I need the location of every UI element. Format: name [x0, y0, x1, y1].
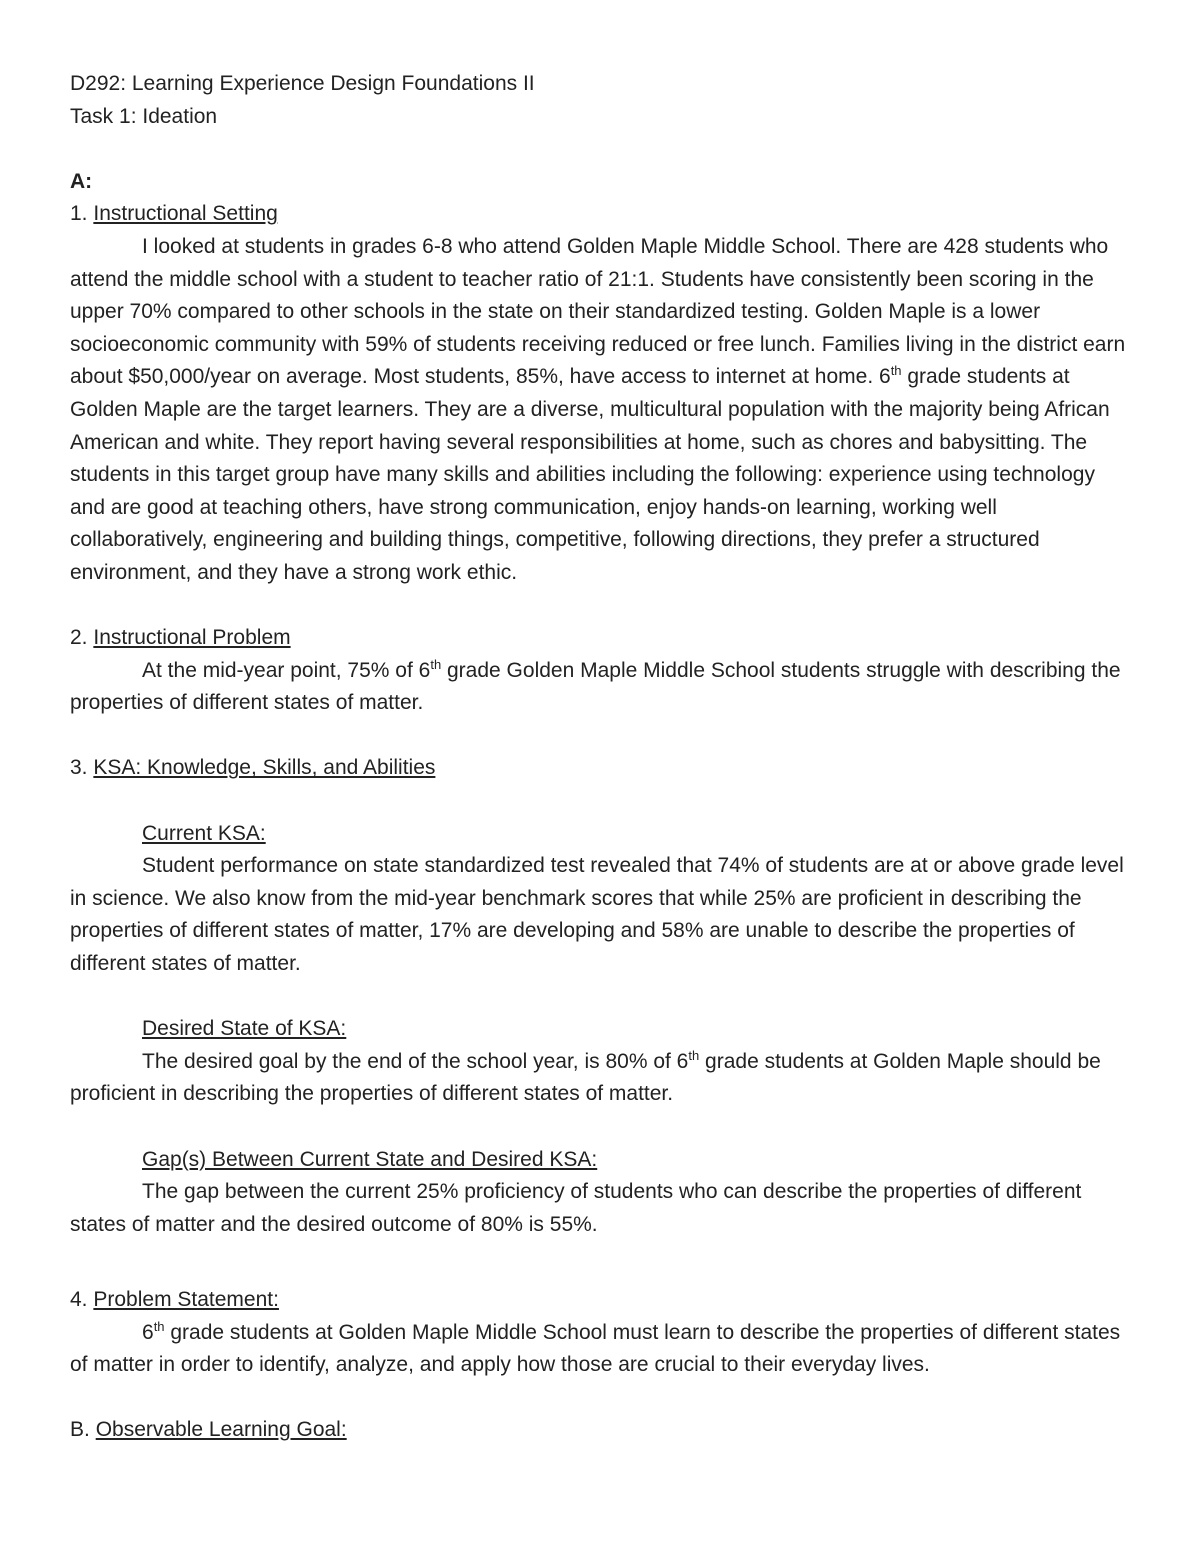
- statement-sup: th: [153, 1318, 165, 1334]
- statement-text-2: grade students at Golden Maple Middle School must learn to describe the properties of different states of matter in order to identify, analyze, and apply how those are crucial to their everyday lives.: [70, 1320, 1121, 1377]
- statement-number: 4.: [70, 1287, 88, 1311]
- course-title: D292: Learning Experience Design Foundations II: [70, 72, 535, 95]
- statement-paragraph: [70, 1317, 1130, 1382]
- problem-title: Instructional Problem: [93, 626, 291, 650]
- statement-text-1: 6: [142, 1320, 154, 1344]
- setting-number: 1.: [70, 202, 88, 226]
- statement-title: Problem Statement:: [93, 1287, 279, 1311]
- current-ksa-paragraph: Student performance on state standardized test revealed that 74% of students are at or above grade level in science. We also know from the mid-year benchmark scores that while 25% are proficient in describing the properties of different states of matter, 17% are developing and 58% are unable to describe the properties of different states of matter.: [70, 854, 1124, 976]
- problem-number: 2.: [70, 626, 88, 650]
- setting-text-1: I looked at students in grades 6-8 who attend Golden Maple Middle School. There are 428 students who attend the middle school with a student to teacher ratio of 21:1. Students have consistently been scoring in the upper 70% compared to other schools in the state on their standardized testing. Golden Maple is a lower socioeconomic community with 59% of students receiving reduced or free lunch. Families living in the district earn about $50,000/year on average. Most students, 85%, have access to internet at home. 6: [70, 234, 1126, 389]
- problem-sup: th: [430, 656, 442, 672]
- spacer: [70, 1382, 1130, 1415]
- task-title: Task 1: Ideation: [70, 104, 218, 128]
- current-ksa-heading: [70, 818, 1130, 851]
- desired-sup: th: [688, 1047, 700, 1063]
- setting-heading: [70, 198, 1130, 231]
- problem-text-1: At the mid-year point, 75% of 6: [142, 658, 431, 682]
- desired-ksa-paragraph: [70, 1046, 1130, 1111]
- current-ksa-label: Current KSA:: [142, 821, 266, 845]
- section-b-label: B.: [70, 1418, 90, 1442]
- spacer: [70, 590, 1130, 623]
- setting-paragraph: [70, 231, 1130, 590]
- problem-text-2: grade Golden Maple Middle School students struggle with describing the properties of different states of matter.: [70, 658, 1121, 715]
- desired-ksa-heading: [70, 1013, 1130, 1046]
- problem-paragraph: [70, 655, 1130, 720]
- desired-text-1: The desired goal by the end of the school year, is 80% of 6: [142, 1049, 689, 1073]
- spacer: [70, 785, 1130, 818]
- ksa-title: KSA: Knowledge, Skills, and Abilities: [93, 756, 436, 780]
- ksa-heading: [70, 752, 1130, 785]
- gap-ksa-heading: [70, 1144, 1130, 1177]
- spacer: [70, 981, 1130, 1014]
- spacer: [70, 720, 1130, 753]
- section-b-heading: [70, 1414, 1130, 1447]
- spacer: [70, 1111, 1130, 1144]
- gap-ksa-paragraph: The gap between the current 25% proficiency of students who can describe the properties of different states of matter and the desired outcome of 80% is 55%.: [70, 1180, 1082, 1236]
- desired-ksa-label: Desired State of KSA:: [142, 1017, 347, 1041]
- spacer: [70, 133, 1130, 166]
- spacer: [70, 1274, 1130, 1284]
- section-a-label: A:: [70, 169, 93, 193]
- setting-sup: th: [890, 363, 902, 379]
- problem-heading: [70, 622, 1130, 655]
- setting-title: Instructional Setting: [93, 202, 278, 226]
- section-b-title: Observable Learning Goal:: [95, 1418, 347, 1442]
- ksa-number: 3.: [70, 756, 88, 780]
- statement-heading: [70, 1284, 1130, 1317]
- spacer: [70, 1241, 1130, 1274]
- desired-text-2: grade students at Golden Maple should be proficient in describing the properties of different states of matter.: [70, 1049, 1101, 1106]
- gap-ksa-label: Gap(s) Between Current State and Desired KSA:: [142, 1147, 598, 1171]
- setting-text-2: grade students at Golden Maple are the target learners. They are a diverse, multicultural population with the majority being African American and white. They report having several responsibilities at home, such as chores and babysitting. The students in this target group have many skills and abilities including the following: experience using technology and are good at teaching others, have strong communication, enjoy hands-on learning, working well collaboratively, engineering and building things, competitive, following directions, they prefer a structured environment, and they have a strong work ethic.: [70, 365, 1110, 584]
